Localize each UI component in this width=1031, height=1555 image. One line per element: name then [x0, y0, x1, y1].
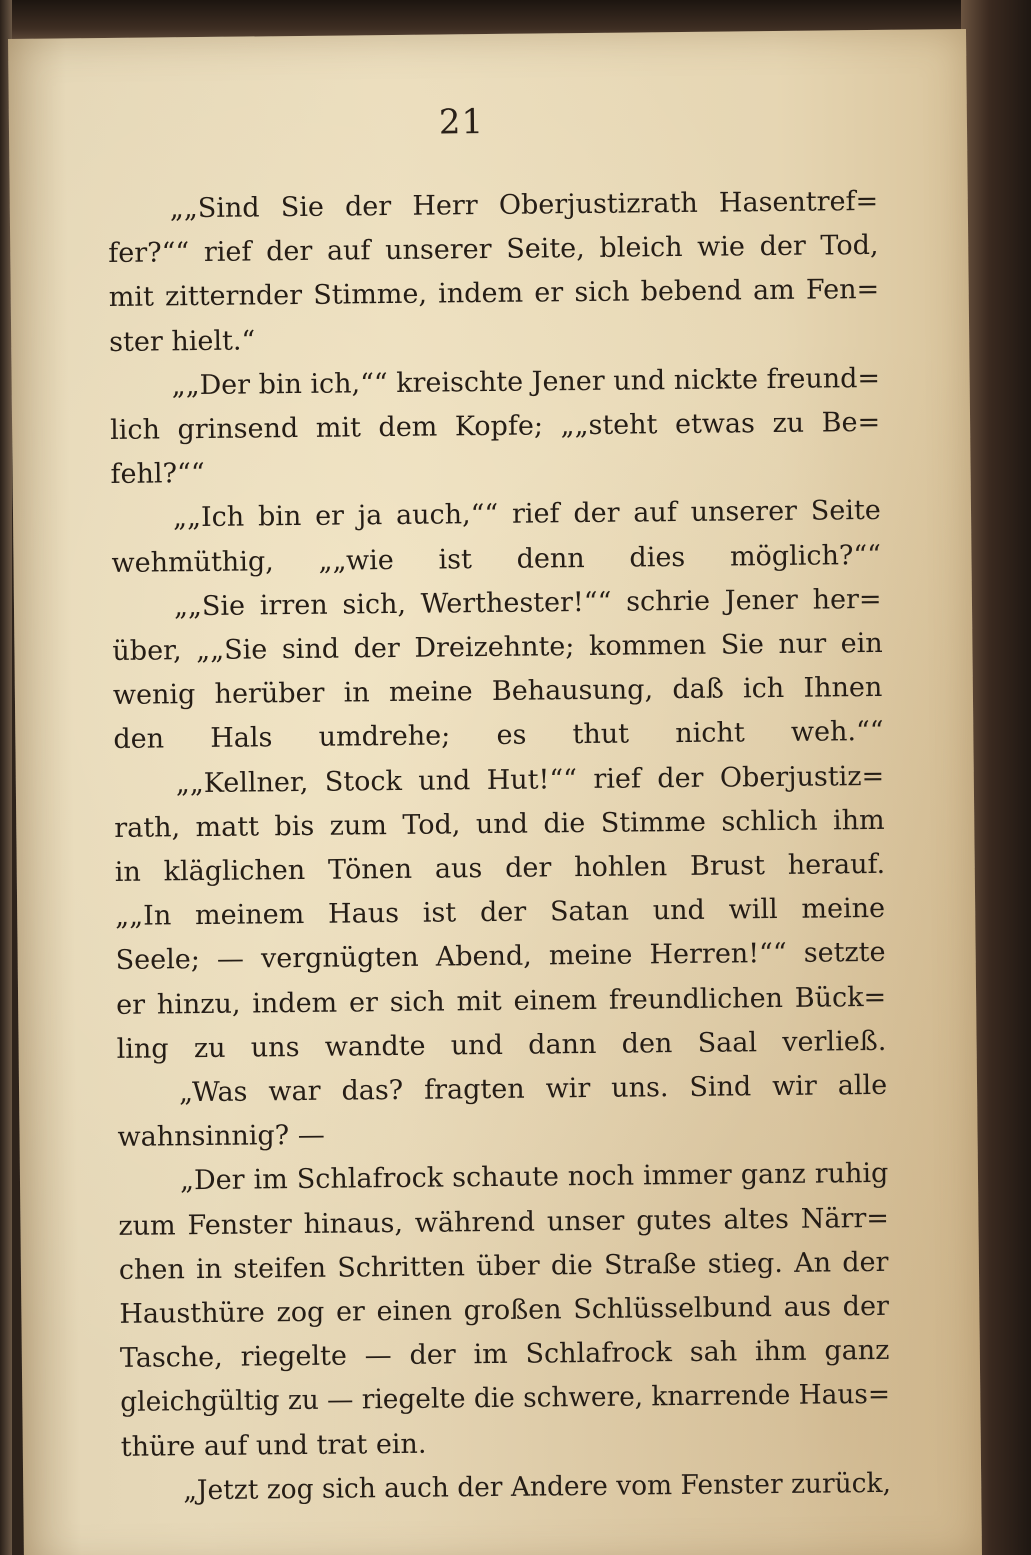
- text-line: gleichgültig zu — riegelte die schwere, knarrende Haus=: [120, 1379, 891, 1419]
- text-line: zum Fenster hinaus, während unser gutes altes Närr=: [118, 1202, 890, 1242]
- text-line: wenig herüber in meine Behausung, daß ich Ihnen: [112, 672, 883, 712]
- text-line: wahnsinnig? —: [117, 1119, 325, 1154]
- text-line: „Was war das? fragten wir uns. Sind wir alle: [178, 1069, 888, 1109]
- text-line: „Jetzt zog sich auch der Andere vom Fenster zurück,: [183, 1467, 892, 1507]
- page-number: 21: [438, 102, 485, 143]
- text-line: „„Der bin ich,““ kreischte Jener und nickte freund=: [171, 362, 881, 402]
- text-line: chen in steifen Schritten über die Straße stieg. An der: [118, 1246, 889, 1286]
- text-line: „„Sind Sie der Herr Oberjustizrath Hasentref=: [169, 185, 879, 225]
- book-page: [8, 29, 982, 1555]
- text-line: fer?““ rief der auf unserer Seite, bleich wie der Tod,: [108, 230, 879, 270]
- text-line: Hausthüre zog er einen großen Schlüsselbund aus der: [119, 1290, 890, 1330]
- text-line: Tasche, riegelte — der im Schlafrock sah ihm ganz: [119, 1335, 890, 1375]
- text-line: ster hielt.“: [109, 325, 256, 358]
- text-line: „„Sie irren sich, Werthester!““ schrie Jener her=: [173, 583, 882, 623]
- text-line: lich grinsend mit dem Kopfe; „„steht etwas zu Be=: [109, 406, 881, 446]
- text-line: über, „„Sie sind der Dreizehnte; kommen Sie nur ein: [112, 627, 883, 667]
- body-text: [108, 182, 892, 1507]
- text-line: „„Ich bin er ja auch,““ rief der auf unserer Seite: [172, 495, 881, 534]
- text-line: den Hals umdrehe; es thut nicht weh.““: [113, 716, 884, 756]
- text-line: rath, matt bis zum Tod, und die Stimme schlich ihm: [114, 804, 885, 844]
- text-line: wehmüthig, „„wie ist denn dies möglich?““: [111, 539, 882, 579]
- text-line: fehl?““: [110, 458, 205, 491]
- text-line: „Der im Schlafrock schaute noch immer ganz ruhig: [179, 1158, 889, 1197]
- text-line: „„Kellner, Stock und Hut!““ rief der Oberjustiz=: [175, 760, 885, 799]
- text-line: thüre auf und trat ein.: [120, 1428, 427, 1463]
- text-line: „„In meinem Haus ist der Satan und will meine: [115, 893, 886, 933]
- text-line: mit zitternder Stimme, indem er sich bebend am Fen=: [108, 274, 880, 314]
- text-line: in kläglichen Tönen aus der hohlen Brust herauf.: [114, 848, 886, 888]
- text-line: ling zu uns wandte und dann den Saal verließ.: [116, 1025, 887, 1065]
- text-line: er hinzu, indem er sich mit einem freundlichen Bück=: [115, 981, 887, 1021]
- text-line: Seele; — vergnügten Abend, meine Herren!““ setzte: [115, 937, 886, 977]
